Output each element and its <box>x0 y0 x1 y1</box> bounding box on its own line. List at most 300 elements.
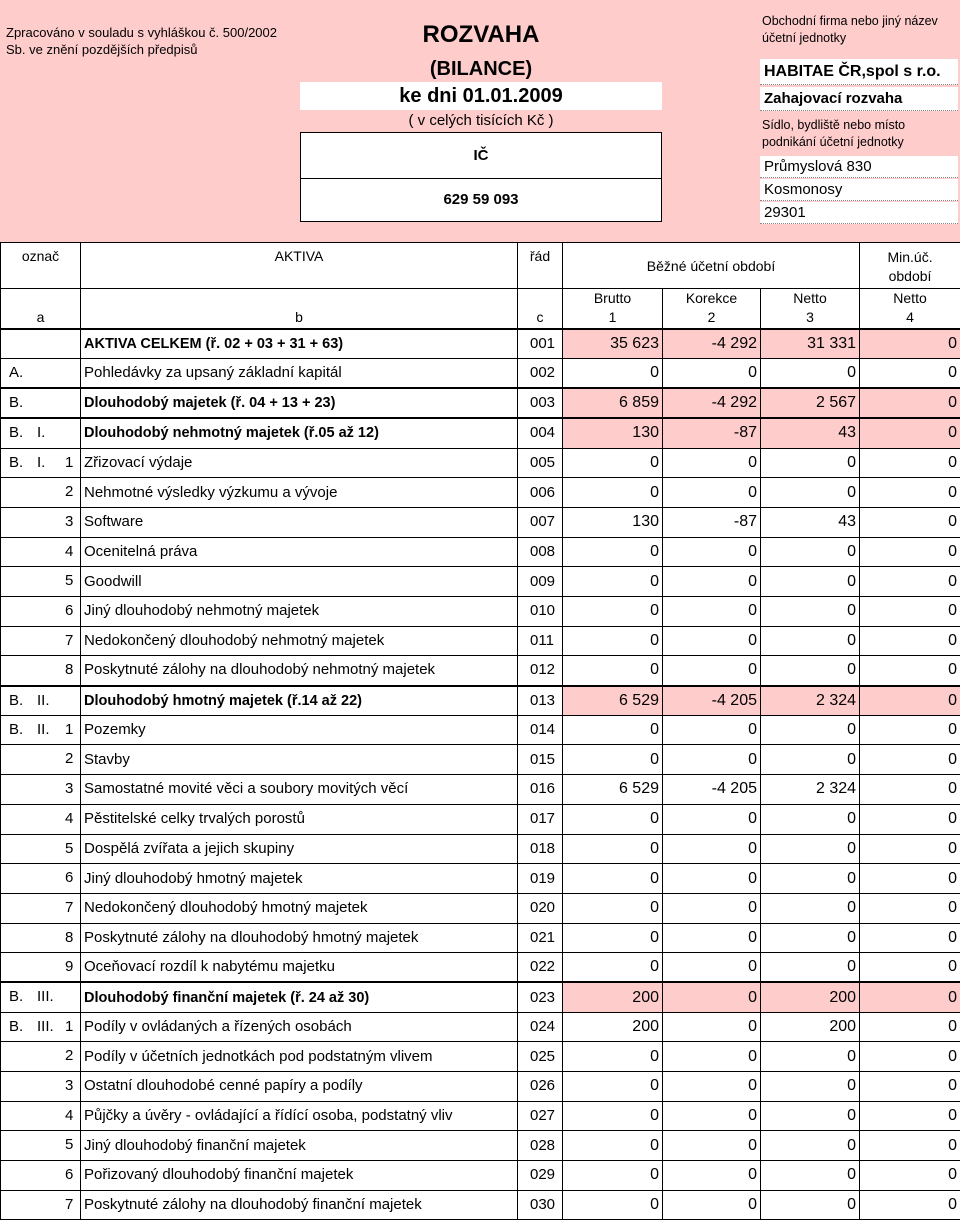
row-brutto: 0 <box>563 567 663 597</box>
seat-label-line1: Sídlo, bydliště nebo místo <box>762 118 906 132</box>
ic-value: 629 59 093 <box>443 191 519 208</box>
row-prior-netto: 0 <box>860 507 960 537</box>
row-oznac <box>1 804 81 834</box>
row-brutto: 0 <box>563 1101 663 1131</box>
ic-label: IČ <box>301 133 661 179</box>
row-korekce: 0 <box>663 1072 761 1102</box>
row-korekce: 0 <box>663 537 761 567</box>
table-row <box>1 775 960 805</box>
col-header-netto-prior <box>860 289 960 330</box>
row-netto: 200 <box>761 1012 860 1042</box>
row-netto: 0 <box>761 1042 860 1072</box>
row-number: 007 <box>518 507 563 537</box>
row-prior-netto: 0 <box>860 715 960 745</box>
table-row <box>1 329 960 359</box>
row-oznac <box>1 1012 81 1042</box>
row-number: 003 <box>518 388 563 418</box>
row-netto: 0 <box>761 745 860 775</box>
row-prior-netto: 0 <box>860 478 960 508</box>
netto-prior-label: Netto <box>893 290 927 306</box>
row-oznac <box>1 923 81 953</box>
row-korekce: 0 <box>663 1161 761 1191</box>
row-netto: 0 <box>761 1161 860 1191</box>
row-label: Pohledávky za upsaný základní kapitál <box>81 359 518 389</box>
row-korekce: 0 <box>663 923 761 953</box>
row-label: Samostatné movité věci a soubory movitých věcí <box>81 775 518 805</box>
row-label: Dlouhodobý majetek (ř. 04 + 13 + 23) <box>81 388 518 418</box>
row-oznac-o3: 3 <box>65 780 74 798</box>
row-oznac-o3: 7 <box>65 1195 74 1213</box>
row-brutto: 35 623 <box>563 329 663 359</box>
row-number: 016 <box>518 775 563 805</box>
row-brutto: 0 <box>563 1131 663 1161</box>
report-header <box>0 0 960 242</box>
row-oznac-o3: 7 <box>65 631 74 649</box>
row-oznac <box>1 715 81 745</box>
row-prior-netto: 0 <box>860 923 960 953</box>
row-oznac <box>1 329 81 359</box>
row-number: 009 <box>518 567 563 597</box>
row-prior-netto: 0 <box>860 804 960 834</box>
row-netto: 0 <box>761 567 860 597</box>
row-label: Oceňovací rozdíl k nabytému majetku <box>81 953 518 983</box>
prior-period-line1: Min.úč. <box>887 249 933 265</box>
row-oznac <box>1 1072 81 1102</box>
row-oznac-o1: B. <box>9 691 24 709</box>
row-brutto: 0 <box>563 1042 663 1072</box>
address-zip-field: 29301 <box>760 202 958 224</box>
row-oznac <box>1 656 81 686</box>
table-row <box>1 953 960 983</box>
row-oznac-o3: 1 <box>65 453 74 471</box>
ic-box <box>300 132 662 222</box>
row-oznac-o1: B. <box>9 1017 24 1035</box>
row-number: 026 <box>518 1072 563 1102</box>
row-oznac <box>1 1131 81 1161</box>
row-korekce: 0 <box>663 804 761 834</box>
col-header-brutto <box>563 289 663 330</box>
row-netto: 0 <box>761 537 860 567</box>
row-prior-netto: 0 <box>860 893 960 923</box>
row-number: 023 <box>518 982 563 1012</box>
brutto-number: 1 <box>608 309 617 325</box>
row-oznac <box>1 1101 81 1131</box>
row-oznac-o1: B. <box>9 424 24 442</box>
table-row <box>1 745 960 775</box>
col-subheader-a: a <box>1 289 81 330</box>
korekce-number: 2 <box>707 309 716 325</box>
table-header-row-2 <box>1 289 960 330</box>
korekce-label: Korekce <box>685 290 738 306</box>
row-netto: 2 567 <box>761 388 860 418</box>
row-oznac <box>1 1161 81 1191</box>
row-number: 014 <box>518 715 563 745</box>
address-street-field: Průmyslová 830 <box>760 156 958 178</box>
table-row <box>1 715 960 745</box>
row-number: 020 <box>518 893 563 923</box>
table-row <box>1 418 960 448</box>
row-korekce: 0 <box>663 656 761 686</box>
row-brutto: 0 <box>563 1190 663 1220</box>
table-row <box>1 478 960 508</box>
row-netto: 0 <box>761 1101 860 1131</box>
row-label: Pozemky <box>81 715 518 745</box>
row-oznac-o1: B. <box>9 720 24 738</box>
row-oznac-o2: II. <box>37 691 50 709</box>
row-brutto: 0 <box>563 1072 663 1102</box>
row-netto: 0 <box>761 953 860 983</box>
row-label: Nedokončený dlouhodobý nehmotný majetek <box>81 626 518 656</box>
table-row <box>1 656 960 686</box>
table-row <box>1 1042 960 1072</box>
row-oznac-o3: 8 <box>65 928 74 946</box>
row-korekce: 0 <box>663 1190 761 1220</box>
row-oznac <box>1 418 81 448</box>
table-row <box>1 1012 960 1042</box>
row-oznac <box>1 1190 81 1220</box>
row-netto: 0 <box>761 715 860 745</box>
table-row <box>1 1101 960 1131</box>
row-label: Pořizovaný dlouhodobý finanční majetek <box>81 1161 518 1191</box>
row-oznac <box>1 834 81 864</box>
prior-period-line2: období <box>888 268 932 284</box>
row-oznac <box>1 388 81 418</box>
row-oznac-o3: 8 <box>65 661 74 679</box>
row-brutto: 0 <box>563 745 663 775</box>
row-netto: 43 <box>761 418 860 448</box>
row-prior-netto: 0 <box>860 1042 960 1072</box>
row-netto: 43 <box>761 507 860 537</box>
row-oznac <box>1 1042 81 1072</box>
legal-note-line1: Zpracováno v souladu s vyhláškou č. 500/2002 <box>6 25 278 40</box>
row-label: Dlouhodobý finanční majetek (ř. 24 až 30) <box>81 982 518 1012</box>
row-label: Nehmotné výsledky výzkumu a vývoje <box>81 478 518 508</box>
row-label: Dospělá zvířata a jejich skupiny <box>81 834 518 864</box>
row-oznac-o2: III. <box>37 1017 54 1035</box>
row-korekce: -4 205 <box>663 775 761 805</box>
row-label: Podíly v ovládaných a řízených osobách <box>81 1012 518 1042</box>
row-netto: 0 <box>761 864 860 894</box>
row-netto: 0 <box>761 923 860 953</box>
row-prior-netto: 0 <box>860 537 960 567</box>
col-header-oznac: označ <box>1 243 81 289</box>
row-korekce: -87 <box>663 418 761 448</box>
row-oznac-o3: 3 <box>65 512 74 530</box>
row-korekce: 0 <box>663 448 761 478</box>
row-number: 028 <box>518 1131 563 1161</box>
col-header-current-period: Běžné účetní období <box>563 243 860 289</box>
row-netto: 0 <box>761 448 860 478</box>
row-korekce: 0 <box>663 597 761 627</box>
row-oznac-o3: 5 <box>65 572 74 590</box>
row-brutto: 130 <box>563 418 663 448</box>
col-header-korekce <box>663 289 761 330</box>
row-prior-netto: 0 <box>860 597 960 627</box>
row-label: Jiný dlouhodobý finanční majetek <box>81 1131 518 1161</box>
row-oznac-o3: 1 <box>65 720 74 738</box>
row-label: Pěstitelské celky trvalých porostů <box>81 804 518 834</box>
row-prior-netto: 0 <box>860 567 960 597</box>
row-prior-netto: 0 <box>860 1072 960 1102</box>
row-oznac <box>1 448 81 478</box>
row-prior-netto: 0 <box>860 982 960 1012</box>
row-netto: 0 <box>761 359 860 389</box>
row-netto: 0 <box>761 834 860 864</box>
row-oznac-o2: II. <box>37 720 50 738</box>
row-oznac-o3: 5 <box>65 839 74 857</box>
row-number: 008 <box>518 537 563 567</box>
row-korekce: 0 <box>663 864 761 894</box>
col-header-prior-period <box>860 243 960 289</box>
page-subtitle: (BILANCE) <box>429 58 533 80</box>
row-number: 011 <box>518 626 563 656</box>
col-header-netto <box>761 289 860 330</box>
row-brutto: 0 <box>563 893 663 923</box>
row-korekce: 0 <box>663 953 761 983</box>
row-prior-netto: 0 <box>860 686 960 716</box>
row-korekce: 0 <box>663 745 761 775</box>
row-brutto: 0 <box>563 656 663 686</box>
legal-note-line2: Sb. ve znění pozdějších předpisů <box>6 42 198 57</box>
row-oznac-o3: 6 <box>65 869 74 887</box>
row-number: 030 <box>518 1190 563 1220</box>
row-label: Dlouhodobý nehmotný majetek (ř.05 až 12) <box>81 418 518 448</box>
row-brutto: 0 <box>563 359 663 389</box>
row-oznac <box>1 775 81 805</box>
row-oznac-o2: I. <box>37 424 46 442</box>
netto-label: Netto <box>793 290 827 306</box>
row-oznac-o3: 5 <box>65 1136 74 1154</box>
row-number: 024 <box>518 1012 563 1042</box>
row-number: 005 <box>518 448 563 478</box>
row-korekce: -4 205 <box>663 686 761 716</box>
row-number: 002 <box>518 359 563 389</box>
row-oznac-o3: 2 <box>65 750 74 768</box>
table-row <box>1 893 960 923</box>
table-row <box>1 804 960 834</box>
row-oznac-o3: 7 <box>65 898 74 916</box>
row-number: 027 <box>518 1101 563 1131</box>
table-row <box>1 834 960 864</box>
row-number: 025 <box>518 1042 563 1072</box>
row-netto: 0 <box>761 804 860 834</box>
row-prior-netto: 0 <box>860 1012 960 1042</box>
row-prior-netto: 0 <box>860 1190 960 1220</box>
row-korekce: 0 <box>663 478 761 508</box>
table-row <box>1 864 960 894</box>
row-oznac <box>1 864 81 894</box>
row-brutto: 200 <box>563 982 663 1012</box>
row-netto: 0 <box>761 1072 860 1102</box>
row-oznac-o2: III. <box>37 988 54 1006</box>
row-label: Jiný dlouhodobý hmotný majetek <box>81 864 518 894</box>
row-oznac <box>1 507 81 537</box>
firm-label-line2: účetní jednotky <box>762 31 847 45</box>
row-brutto: 0 <box>563 715 663 745</box>
row-netto: 0 <box>761 656 860 686</box>
row-label: Ocenitelná práva <box>81 537 518 567</box>
row-prior-netto: 0 <box>860 626 960 656</box>
row-netto: 2 324 <box>761 775 860 805</box>
row-oznac-o3: 9 <box>65 958 74 976</box>
row-brutto: 0 <box>563 834 663 864</box>
brutto-label: Brutto <box>593 290 632 306</box>
table-row <box>1 686 960 716</box>
seat-label-line2: podnikání účetní jednotky <box>762 135 904 149</box>
row-korekce: 0 <box>663 1131 761 1161</box>
row-netto: 0 <box>761 1190 860 1220</box>
firm-label <box>762 13 958 47</box>
row-oznac <box>1 597 81 627</box>
table-row <box>1 537 960 567</box>
row-korekce: 0 <box>663 715 761 745</box>
row-oznac <box>1 626 81 656</box>
row-label: Nedokončený dlouhodobý hmotný majetek <box>81 893 518 923</box>
seat-label <box>762 117 958 151</box>
netto-prior-number: 4 <box>906 309 914 325</box>
row-oznac-o1: A. <box>9 364 24 382</box>
row-brutto: 0 <box>563 478 663 508</box>
row-korekce: -87 <box>663 507 761 537</box>
row-label: Půjčky a úvěry - ovládající a řídící osoba, podstatný vliv <box>81 1101 518 1131</box>
table-row <box>1 359 960 389</box>
row-oznac-o3: 2 <box>65 1047 74 1065</box>
row-oznac-o3: 4 <box>65 809 74 827</box>
col-subheader-b: b <box>81 289 518 330</box>
row-number: 004 <box>518 418 563 448</box>
table-row <box>1 388 960 418</box>
row-label: Poskytnuté zálohy na dlouhodobý hmotný majetek <box>81 923 518 953</box>
row-oznac <box>1 982 81 1012</box>
table-row <box>1 1072 960 1102</box>
row-korekce: 0 <box>663 1042 761 1072</box>
row-oznac <box>1 953 81 983</box>
row-oznac <box>1 567 81 597</box>
row-number: 006 <box>518 478 563 508</box>
row-prior-netto: 0 <box>860 953 960 983</box>
row-oznac <box>1 745 81 775</box>
row-brutto: 200 <box>563 1012 663 1042</box>
table-row <box>1 1161 960 1191</box>
row-oznac-o3: 1 <box>65 1017 74 1035</box>
row-prior-netto: 0 <box>860 329 960 359</box>
row-number: 017 <box>518 804 563 834</box>
row-netto: 0 <box>761 893 860 923</box>
report-date: ke dni 01.01.2009 <box>300 82 662 110</box>
row-oznac-o1: B. <box>9 394 24 412</box>
row-prior-netto: 0 <box>860 388 960 418</box>
row-number: 029 <box>518 1161 563 1191</box>
row-oznac-o3: 3 <box>65 1077 74 1094</box>
row-brutto: 0 <box>563 953 663 983</box>
legal-note <box>6 24 277 58</box>
units-note: ( v celých tisících Kč ) <box>408 112 554 129</box>
row-label: Zřizovací výdaje <box>81 448 518 478</box>
row-brutto: 0 <box>563 804 663 834</box>
row-oznac <box>1 537 81 567</box>
row-brutto: 6 529 <box>563 775 663 805</box>
row-label: Goodwill <box>81 567 518 597</box>
row-netto: 0 <box>761 626 860 656</box>
row-oznac-o3: 6 <box>65 1166 74 1184</box>
row-number: 012 <box>518 656 563 686</box>
row-korekce: 0 <box>663 893 761 923</box>
table-row <box>1 982 960 1012</box>
row-oznac <box>1 686 81 716</box>
row-label: AKTIVA CELKEM (ř. 02 + 03 + 31 + 63) <box>81 329 518 359</box>
row-oznac-o3: 4 <box>65 1106 74 1124</box>
row-prior-netto: 0 <box>860 656 960 686</box>
row-korekce: 0 <box>663 1012 761 1042</box>
table-row <box>1 567 960 597</box>
row-brutto: 0 <box>563 626 663 656</box>
row-oznac <box>1 359 81 389</box>
row-prior-netto: 0 <box>860 1161 960 1191</box>
row-number: 019 <box>518 864 563 894</box>
table-row <box>1 1190 960 1220</box>
row-oznac-o1: B. <box>9 988 24 1006</box>
row-oznac-o3: 6 <box>65 602 74 619</box>
table-header-row-1 <box>1 243 960 289</box>
table-row <box>1 626 960 656</box>
row-brutto: 0 <box>563 864 663 894</box>
row-prior-netto: 0 <box>860 775 960 805</box>
address-city-field: Kosmonosy <box>760 179 958 201</box>
row-prior-netto: 0 <box>860 1131 960 1161</box>
table-row <box>1 448 960 478</box>
row-oznac-o1: B. <box>9 453 24 471</box>
row-label: Podíly v účetních jednotkách pod podstatným vlivem <box>81 1042 518 1072</box>
row-oznac <box>1 893 81 923</box>
row-korekce: 0 <box>663 982 761 1012</box>
row-prior-netto: 0 <box>860 448 960 478</box>
netto-number: 3 <box>806 309 814 325</box>
col-header-rad: řád <box>518 243 563 289</box>
page-title: ROZVAHA <box>422 21 540 48</box>
col-header-aktiva: AKTIVA <box>81 243 518 289</box>
row-korekce: -4 292 <box>663 388 761 418</box>
row-korekce: 0 <box>663 626 761 656</box>
row-oznac <box>1 478 81 508</box>
statement-kind-field: Zahajovací rozvaha <box>760 87 958 111</box>
row-label: Poskytnuté zálohy na dlouhodobý finanční majetek <box>81 1190 518 1220</box>
row-brutto: 0 <box>563 923 663 953</box>
row-label: Ostatní dlouhodobé cenné papíry a podíly <box>81 1072 518 1102</box>
col-subheader-c: c <box>518 289 563 330</box>
row-prior-netto: 0 <box>860 834 960 864</box>
row-netto: 2 324 <box>761 686 860 716</box>
table-row <box>1 597 960 627</box>
row-label: Poskytnuté zálohy na dlouhodobý nehmotný majetek <box>81 656 518 686</box>
row-number: 015 <box>518 745 563 775</box>
row-netto: 31 331 <box>761 329 860 359</box>
row-korekce: 0 <box>663 567 761 597</box>
row-korekce: -4 292 <box>663 329 761 359</box>
table-row <box>1 507 960 537</box>
row-prior-netto: 0 <box>860 1101 960 1131</box>
table-body <box>1 329 960 1220</box>
row-label: Software <box>81 507 518 537</box>
row-oznac-o3: 4 <box>65 542 74 560</box>
row-brutto: 6 859 <box>563 388 663 418</box>
row-number: 018 <box>518 834 563 864</box>
row-netto: 0 <box>761 478 860 508</box>
row-prior-netto: 0 <box>860 418 960 448</box>
table-row <box>1 1131 960 1161</box>
row-brutto: 6 529 <box>563 686 663 716</box>
row-number: 001 <box>518 329 563 359</box>
firm-label-line1: Obchodní firma nebo jiný název <box>762 14 938 28</box>
